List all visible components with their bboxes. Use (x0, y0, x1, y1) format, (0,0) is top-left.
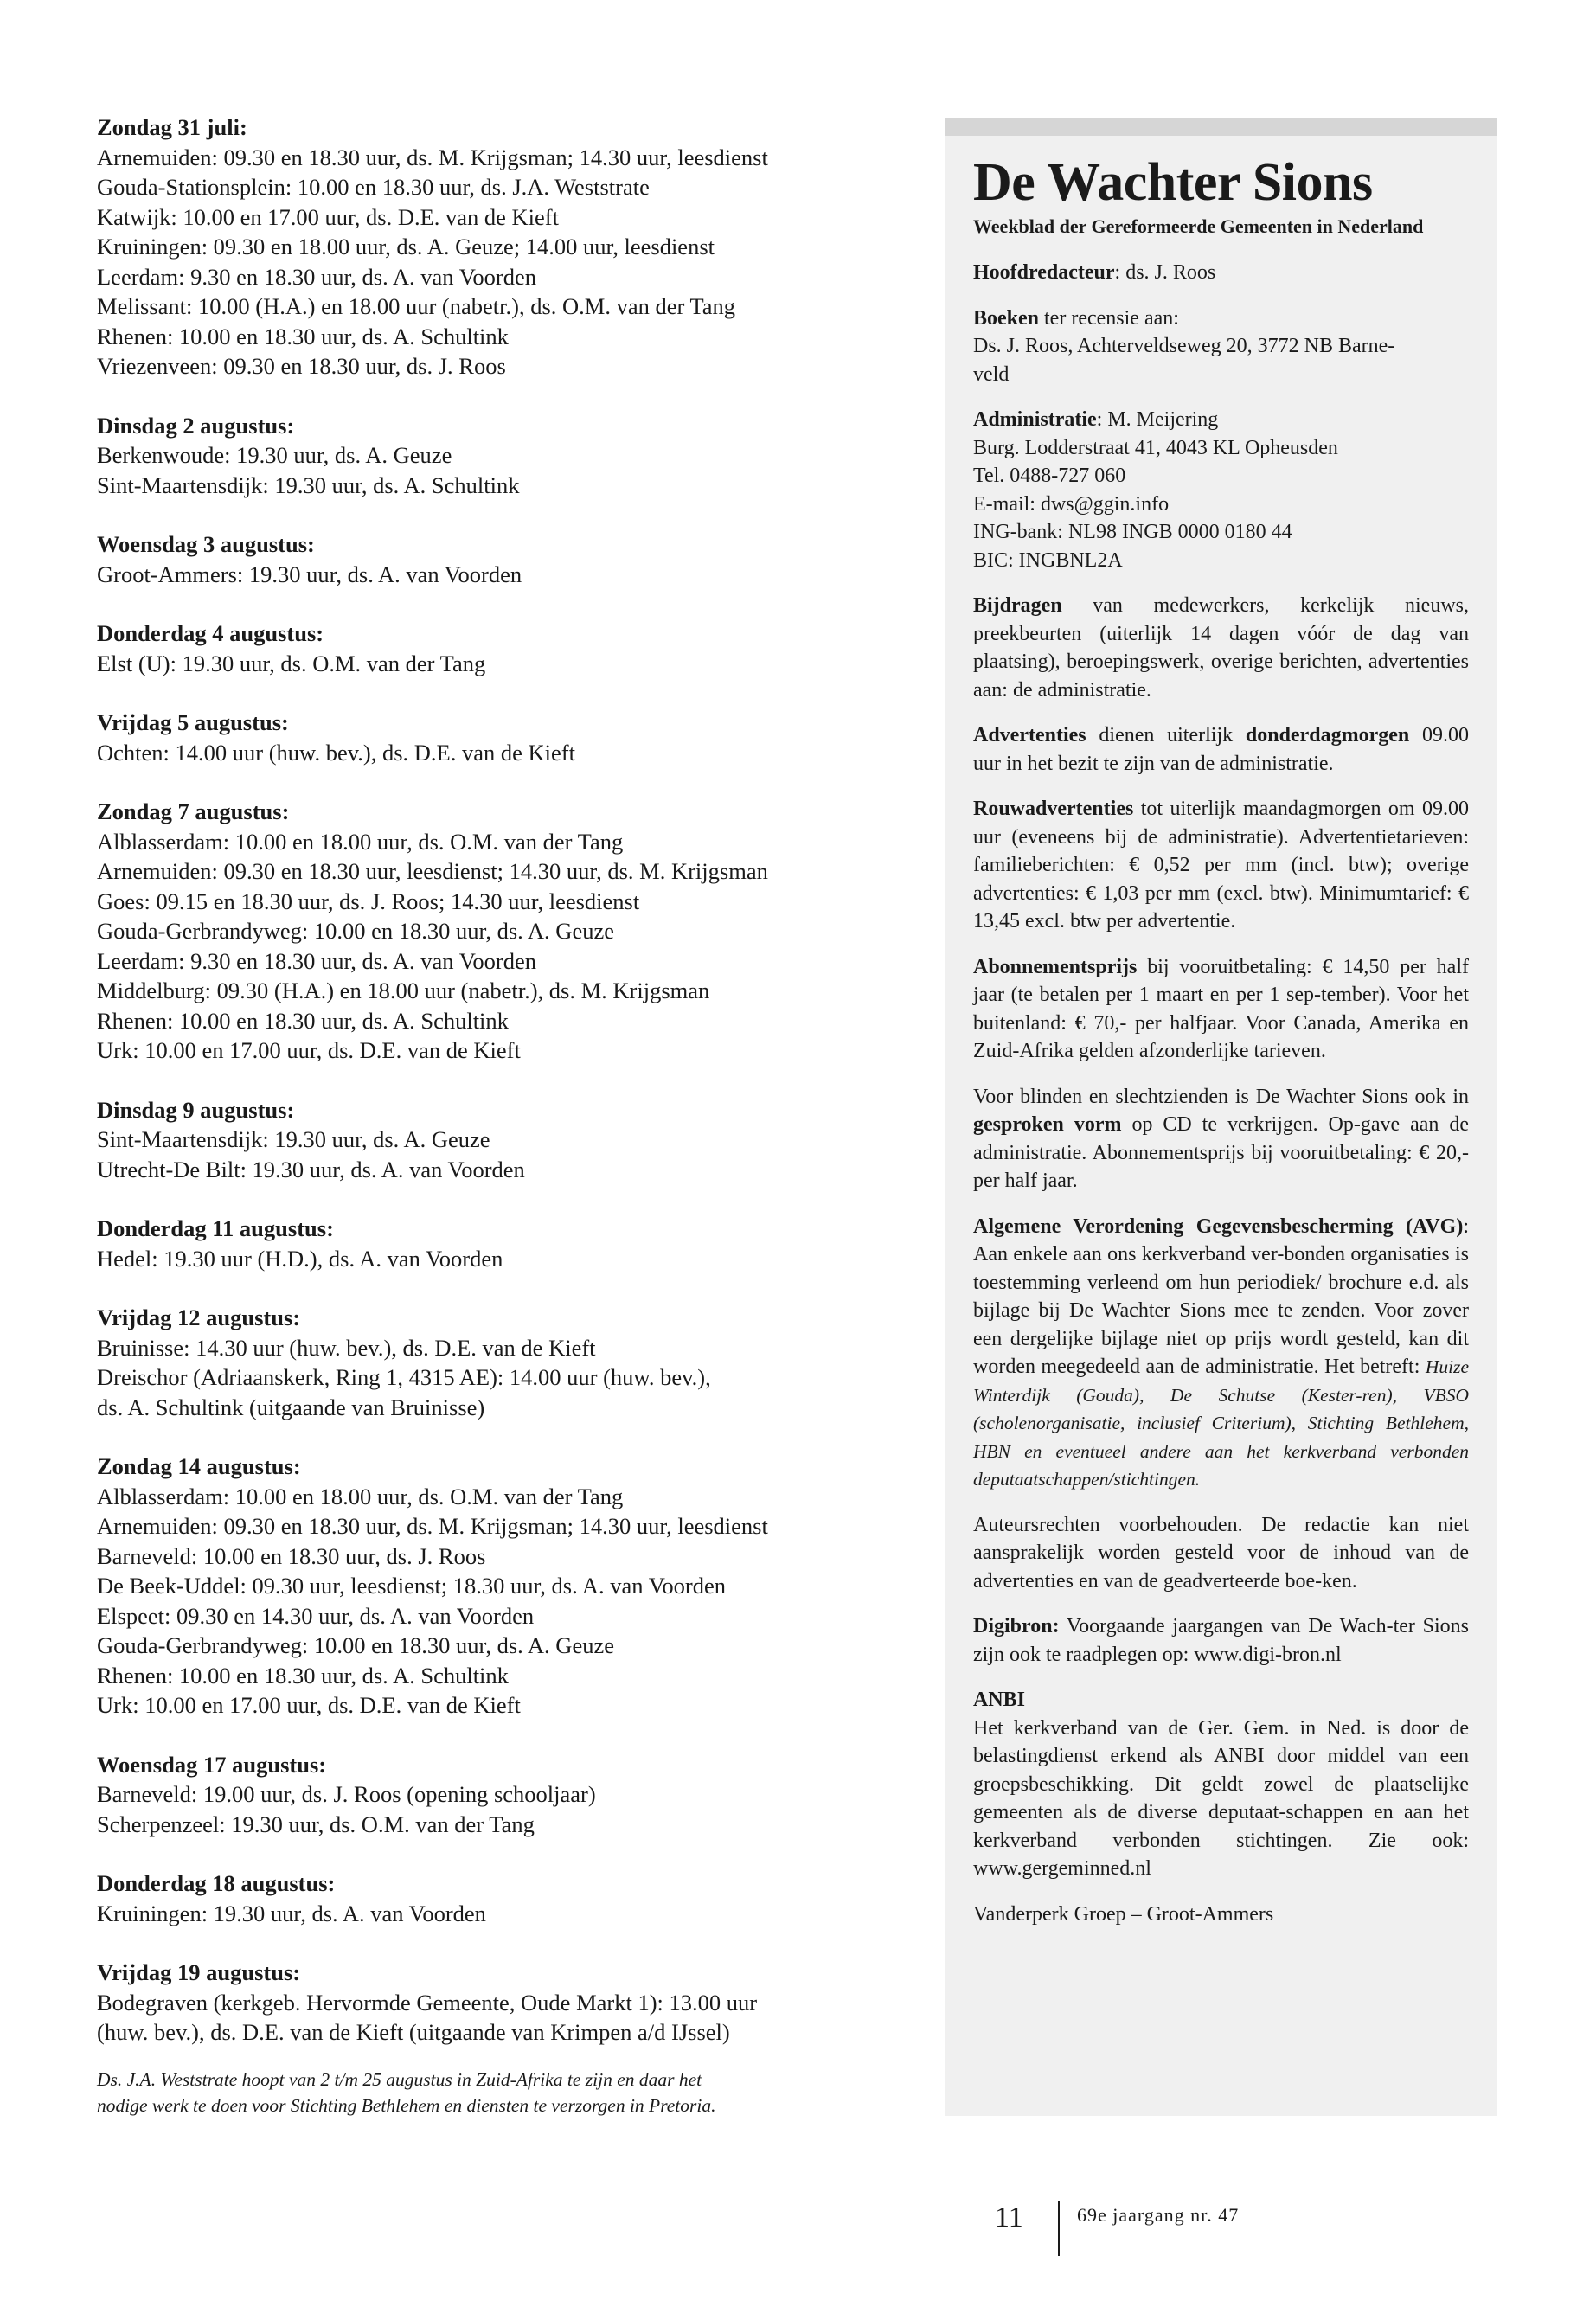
note-line: Ds. J.A. Weststrate hoopt van 2 t/m 25 augustus in Zuid-Afrika te zijn en daar het (97, 2068, 702, 2090)
day-heading: Donderdag 11 augustus: (97, 1215, 334, 1241)
day-heading: Woensdag 3 augustus: (97, 531, 315, 557)
service-line: De Beek-Uddel: 09.30 uur, leesdienst; 18.30 uur, ds. A. van Voorden (97, 1573, 727, 1599)
schedule-day (97, 1214, 875, 1273)
service-line: Arnemuiden: 09.30 en 18.30 uur, ds. M. Krijgsman; 14.30 uur, leesdienst (97, 144, 768, 170)
advertenties-section: Advertenties dienen uiterlijk donderdagmorgen 09.00 uur in het bezit te zijn van de administratie. (973, 724, 1469, 775)
service-line: Arnemuiden: 09.30 en 18.30 uur, leesdienst; 14.30 uur, ds. M. Krijgsman (97, 858, 768, 884)
service-line: Middelburg: 09.30 (H.A.) en 18.00 uur (nabetr.), ds. M. Krijgsman (97, 977, 710, 1003)
hoofdredacteur-section: Hoofdredacteur: ds. J. Roos (973, 261, 1216, 284)
service-line: Leerdam: 9.30 en 18.30 uur, ds. A. van Voorden (97, 263, 537, 290)
service-line: Hedel: 19.30 uur (H.D.), ds. A. van Voorden (97, 1245, 503, 1272)
page-number: 11 (995, 2202, 1023, 2234)
day-heading: Vrijdag 5 augustus: (97, 709, 289, 735)
service-line: Scherpenzeel: 19.30 uur, ds. O.M. van der Tang (97, 1811, 535, 1837)
digibron-section: Digibron: Voorgaande jaargangen van De Wach-ter Sions zijn ook te raadplegen op: www.digi-bron.nl (973, 1615, 1469, 1666)
schedule-day (97, 1958, 875, 2048)
service-line: Ochten: 14.00 uur (huw. bev.), ds. D.E. van de Kieft (97, 739, 575, 766)
service-line: Sint-Maartensdijk: 19.30 uur, ds. A. Geuze (97, 1126, 490, 1152)
schedule-day (97, 529, 875, 589)
schedule-day (97, 112, 875, 381)
day-heading: Dinsdag 2 augustus: (97, 412, 295, 439)
page-footer (0, 2201, 1596, 2261)
day-heading: Vrijdag 19 augustus: (97, 1959, 301, 1985)
service-line: Vriezenveen: 09.30 en 18.30 uur, ds. J. Roos (97, 353, 506, 379)
schedule-day (97, 1095, 875, 1185)
service-line: Bodegraven (kerkgeb. Hervormde Gemeente, Oude Markt 1): 13.00 uur (97, 1989, 758, 2016)
schedule-day (97, 797, 875, 1066)
service-line: Dreischor (Adriaanskerk, Ring 1, 4315 AE): 14.00 uur (huw. bev.), (97, 1364, 711, 1390)
weststrate-note (97, 2067, 875, 2118)
day-heading: Dinsdag 9 augustus: (97, 1096, 295, 1123)
day-heading: Zondag 14 augustus: (97, 1453, 301, 1479)
schedule-day (97, 1750, 875, 1840)
service-line: Rhenen: 10.00 en 18.30 uur, ds. A. Schultink (97, 1662, 509, 1689)
boeken-section: Boeken ter recensie aan: Ds. J. Roos, Achterveldseweg 20, 3772 NB Barne- veld (973, 306, 1395, 386)
masthead-title: De Wachter Sions (973, 153, 1373, 212)
note-line: nodige werk te doen voor Stichting Bethlehem en diensten te verzorgen in Pretoria. (97, 2094, 716, 2116)
rouwadvertenties-section: Rouwadvertenties tot uiterlijk maandagmorgen om 09.00 uur (eveneens bij de administratie). Advertentietarieven: familieberichten: € 0,52 per mm (incl. btw); overige advertenties: € 1,03 per mm (excl. btw). Minimumtarief: € 13,45 excl. btw per advertentie. (973, 798, 1469, 933)
service-line: Barneveld: 19.00 uur, ds. J. Roos (opening schooljaar) (97, 1781, 596, 1807)
schedule-day (97, 1868, 875, 1928)
schedule-day (97, 411, 875, 501)
service-line: Elst (U): 19.30 uur, ds. O.M. van der Tang (97, 650, 486, 676)
service-line: Sint-Maartensdijk: 19.30 uur, ds. A. Schultink (97, 471, 520, 498)
service-line: Gouda-Gerbrandyweg: 10.00 en 18.30 uur, ds. A. Geuze (97, 1632, 614, 1658)
service-line: Bruinisse: 14.30 uur (huw. bev.), ds. D.E. van de Kieft (97, 1334, 596, 1361)
schedule-day (97, 708, 875, 767)
schedule-day (97, 619, 875, 678)
service-line: Urk: 10.00 en 17.00 uur, ds. D.E. van de Kieft (97, 1037, 521, 1063)
service-line: ds. A. Schultink (uitgaande van Bruinisse) (97, 1394, 485, 1420)
volume-issue: 69e jaargang nr. 47 (1077, 2204, 1240, 2226)
drukker-line: Vanderperk Groep – Groot-Ammers (973, 1902, 1274, 1926)
day-heading: Donderdag 18 augustus: (97, 1870, 336, 1896)
auteursrechten-section: Auteursrechten voorbehouden. De redactie kan niet aansprakelijk worden gesteld voor de inhoud van de advertenties en van de geadverteerde boe-ken. (973, 1513, 1469, 1593)
administratie-section: Administratie: M. Meijering Burg. Lodderstraat 41, 4043 KL Opheusden Tel. 0488-727 060 E-mail: dws@ggin.info ING-bank: NL98 INGB 0000 0180 44 BIC: INGBNL2A (973, 408, 1338, 572)
service-line: Goes: 09.15 en 18.30 uur, ds. J. Roos; 14.30 uur, leesdienst (97, 888, 640, 914)
service-line: Katwijk: 10.00 en 17.00 uur, ds. D.E. van de Kieft (97, 203, 559, 230)
day-heading: Zondag 7 augustus: (97, 798, 290, 824)
blinden-section: Voor blinden en slechtzienden is De Wachter Sions ook in gesproken vorm op CD te verkrijgen. Op-gave aan de administratie. Abonnementsprijs bij vooruitbetaling: € 20,- per half jaar. (973, 1085, 1469, 1192)
day-heading: Woensdag 17 augustus: (97, 1751, 327, 1778)
service-line: Groot-Ammers: 19.30 uur, ds. A. van Voorden (97, 561, 522, 587)
day-heading: Vrijdag 12 augustus: (97, 1304, 301, 1330)
service-line: Urk: 10.00 en 17.00 uur, ds. D.E. van de Kieft (97, 1692, 521, 1718)
schedule-day (97, 1303, 875, 1422)
bijdragen-section: Bijdragen van medewerkers, kerkelijk nieuws, preekbeurten (uiterlijk 14 dagen vóór de dag van plaatsing), beroepingswerk, overige berichten, advertenties aan: de administratie. (973, 594, 1469, 702)
service-line: Rhenen: 10.00 en 18.30 uur, ds. A. Schultink (97, 1007, 509, 1034)
service-line: Kruiningen: 09.30 en 18.00 uur, ds. A. Geuze; 14.00 uur, leesdienst (97, 234, 715, 260)
service-line: Leerdam: 9.30 en 18.30 uur, ds. A. van Voorden (97, 947, 537, 974)
service-line: Gouda-Gerbrandyweg: 10.00 en 18.30 uur, ds. A. Geuze (97, 918, 614, 944)
footer-divider (1058, 2201, 1060, 2256)
service-line: Rhenen: 10.00 en 18.30 uur, ds. A. Schultink (97, 323, 509, 349)
service-line: Alblasserdam: 10.00 en 18.00 uur, ds. O.M. van der Tang (97, 1483, 624, 1509)
colophon-sidebar (945, 118, 1497, 2116)
church-schedule (97, 112, 875, 2118)
service-line: Gouda-Stationsplein: 10.00 en 18.30 uur, ds. J.A. Weststrate (97, 174, 650, 200)
service-line: (huw. bev.), ds. D.E. van de Kieft (uitgaande van Krimpen a/d IJssel) (97, 2019, 730, 2045)
day-heading: Donderdag 4 augustus: (97, 620, 324, 646)
service-line: Arnemuiden: 09.30 en 18.30 uur, ds. M. Krijgsman; 14.30 uur, leesdienst (97, 1513, 768, 1539)
service-line: Melissant: 10.00 (H.A.) en 18.00 uur (nabetr.), ds. O.M. van der Tang (97, 293, 736, 319)
masthead-subtitle: Weekblad der Gereformeerde Gemeenten in Nederland (973, 215, 1424, 237)
avg-section: Algemene Verordening Gegevensbescherming (AVG): Aan enkele aan ons kerkverband ver-bonden organisaties is toestemming verleend om hun periodiek/ brochure e.d. als bijlage bij De Wachter Sions mee te zenden. Voor zover een dergelijke bijlage niet op prijs wordt gesteld, kan dit worden meegedeeld aan de administratie. Het betreft: Huize Winterdijk (Gouda), De Schutse (Kester-ren), VBSO (scholenorganisatie, inclusief Criterium), Stichting Bethlehem, HBN en eventueel andere aan het kerkverband verbonden deputaatschappen/stichtingen. (973, 1215, 1469, 1490)
abonnement-section: Abonnementsprijs bij vooruitbetaling: € 14,50 per half jaar (te betalen per 1 maart en per 1 sep-tember). Voor het buitenland: € 70,- per halfjaar. Voor Canada, Amerika en Zuid-Afrika gelden afzonderlijke tarieven. (973, 955, 1469, 1062)
day-heading: Zondag 31 juli: (97, 114, 247, 140)
service-line: Alblasserdam: 10.00 en 18.00 uur, ds. O.M. van der Tang (97, 828, 624, 855)
schedule-day (97, 1452, 875, 1721)
service-line: Kruiningen: 19.30 uur, ds. A. van Voorden (97, 1900, 486, 1926)
service-line: Barneveld: 10.00 en 18.30 uur, ds. J. Roos (97, 1542, 486, 1569)
service-line: Utrecht-De Bilt: 19.30 uur, ds. A. van Voorden (97, 1156, 525, 1183)
service-line: Berkenwoude: 19.30 uur, ds. A. Geuze (97, 442, 452, 468)
anbi-section: ANBI Het kerkverband van de Ger. Gem. in Ned. is door de belastingdienst erkend als ANBI door middel van een groepsbeschikking. Dit geldt zowel de plaatselijke gemeenten als de diverse deputaat-schappen en aan het kerkverband verbonden stichtingen. Zie ook: www.gergeminned.nl (973, 1689, 1469, 1880)
service-line: Elspeet: 09.30 en 14.30 uur, ds. A. van Voorden (97, 1602, 535, 1629)
